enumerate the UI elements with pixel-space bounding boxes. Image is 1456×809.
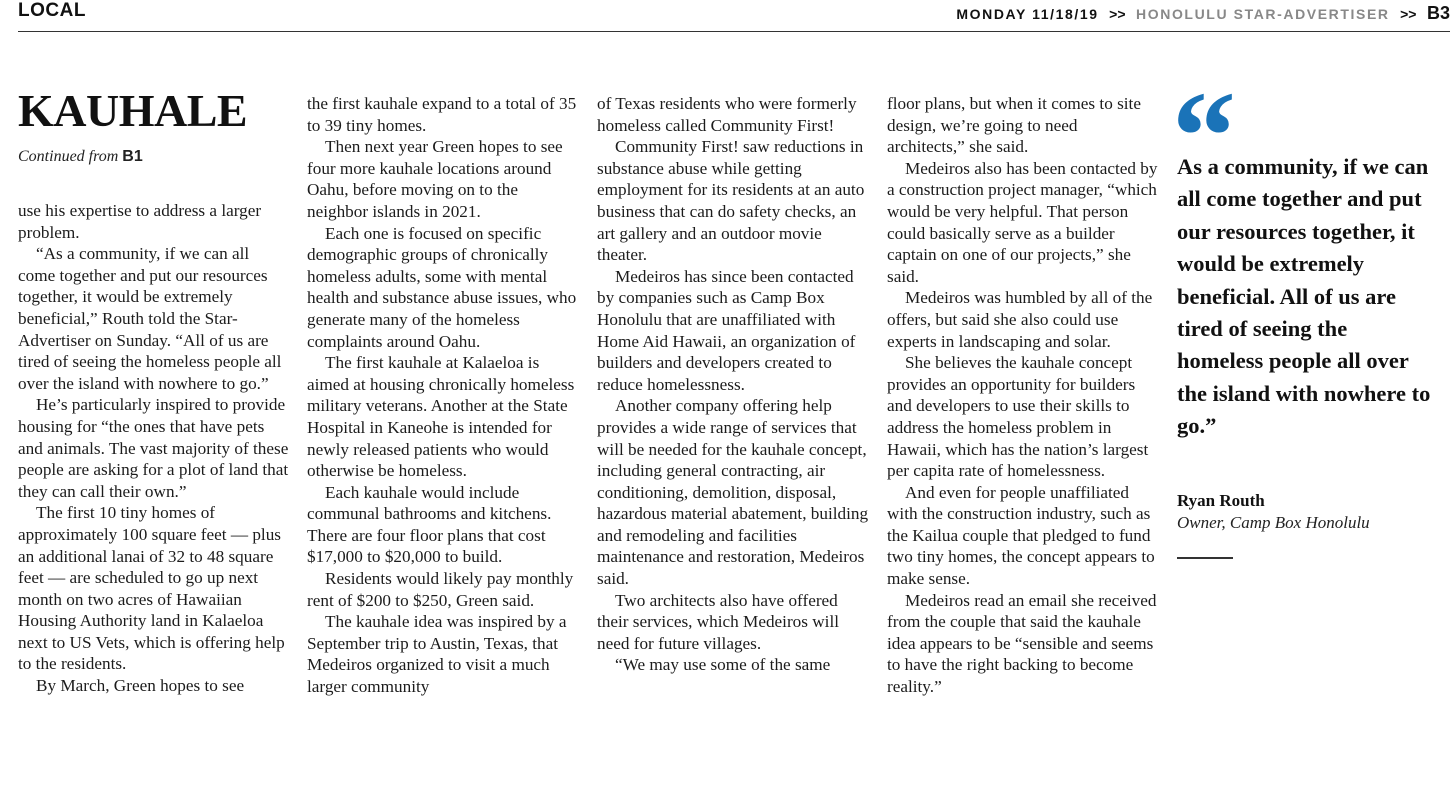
article-column-4 bbox=[887, 93, 1159, 698]
quote-mark-icon: “ bbox=[1172, 65, 1236, 207]
paragraph: the first kauhale expand to a total of 35 to 39 tiny homes. bbox=[307, 94, 577, 135]
jump-line bbox=[18, 148, 143, 166]
pull-quote: As a community, if we can all come together and put our resources together, it would be extremely beneficial. All of us are tired of seeing the homeless people all over the island with nowhere to go.” bbox=[1177, 154, 1431, 439]
paragraph: floor plans, but when it comes to site design, we’re going to need architects,” she said. bbox=[887, 94, 1141, 157]
divider bbox=[1177, 557, 1233, 559]
paragraph: “As a community, if we can all come together and put our resources together, it would be extremely beneficial,” Routh told the Star-Advertiser on Sunday. “All of us are tired of seeing the homeless people all over the island with nowhere to go.” bbox=[18, 244, 282, 393]
section-label: LOCAL bbox=[18, 0, 86, 21]
paragraph: Medeiros also has been contacted by a construction project manager, “which would be very helpful. That person could basically serve as a builder captain on one of our projects,” she said. bbox=[887, 158, 1158, 286]
page-number: B3 bbox=[1426, 3, 1450, 23]
paragraph: Each one is focused on specific demographic groups of chronically homeless adults, some with mental health and substance abuse issues, who generate many of the homeless complaints around Oahu. bbox=[307, 223, 577, 351]
page-runner bbox=[956, 3, 1450, 24]
article-column-1 bbox=[18, 200, 290, 697]
paragraph: By March, Green hopes to see bbox=[36, 676, 245, 696]
newspaper-name: HONOLULU STAR-ADVERTISER bbox=[1136, 6, 1390, 22]
paragraph: He’s particularly inspired to provide housing for “the ones that have pets and animals. The vast majority of these people are asking for a plot of land that they can call their own.” bbox=[18, 395, 289, 501]
paragraph: She believes the kauhale concept provides an opportunity for builders and developers to use their skills to address the homeless problem in Hawaii, which has the nation’s largest per capita rate of homelessness. bbox=[887, 353, 1149, 481]
quote-attribution-title: Owner, Camp Box Honolulu bbox=[1177, 513, 1370, 532]
jump-page: B1 bbox=[122, 148, 143, 165]
paragraph: And even for people unaffiliated with the construction industry, such as the Kailua couple that pledged to fund two tiny homes, the concept appears to make sense. bbox=[887, 482, 1155, 589]
paragraph: “We may use some of the same bbox=[615, 655, 831, 675]
paragraph: Each kauhale would include communal bathrooms and kitchens. There are four floor plans that cost $17,000 to $20,000 to build. bbox=[307, 482, 552, 567]
jump-text: Continued from bbox=[18, 148, 119, 165]
paragraph: Medeiros was humbled by all of the offers, but said she also could use experts in landscaping and solar. bbox=[887, 288, 1153, 351]
paragraph: Medeiros has since been contacted by companies such as Camp Box Honolulu that are unaffiliated with Home Aid Hawaii, an organization of builders and developers created to reduce homelessness. bbox=[597, 266, 856, 394]
paragraph: The first kauhale at Kalaeloa is aimed at housing chronically homeless military veterans. Another at the State Hospital in Kaneohe is intended for newly released patients who would otherwise be homeless. bbox=[307, 353, 575, 481]
paragraph: Another company offering help provides a wide range of services that will be needed for the kauhale concept, including general contracting, air conditioning, demolition, disposal, hazardous material abatement, building and remodeling and facilities maintenance and restoration, Medeiros said. bbox=[597, 396, 869, 589]
separator-arrows: >> bbox=[1109, 6, 1126, 22]
paragraph: Two architects also have offered their services, which Medeiros will need for future villages. bbox=[597, 590, 839, 653]
paragraph: The first 10 tiny homes of approximately 100 square feet — plus an additional lanai of 32 to 48 square feet — are scheduled to go up next month on two acres of Hawaiian Housing Authority land in Kalaeloa next to US Vets, which is offering help to the residents. bbox=[18, 503, 285, 674]
paragraph: of Texas residents who were formerly homeless called Community First! bbox=[597, 94, 857, 135]
article-column-3 bbox=[597, 93, 869, 676]
issue-date: MONDAY 11/18/19 bbox=[956, 6, 1099, 22]
paragraph: Medeiros read an email she received from the couple that said the kauhale idea appears to be “sensible and seems to have the right backing to become reality.” bbox=[887, 590, 1157, 697]
separator-arrows: >> bbox=[1400, 6, 1417, 22]
quote-attribution-name: Ryan Routh bbox=[1177, 491, 1265, 510]
article-column-2 bbox=[307, 93, 581, 698]
article-headline: KAUHALE bbox=[18, 85, 248, 136]
page-header bbox=[18, 0, 1450, 32]
paragraph: The kauhale idea was inspired by a September trip to Austin, Texas, that Medeiros organized to visit a much larger community bbox=[307, 612, 567, 697]
paragraph: Residents would likely pay monthly rent of $200 to $250, Green said. bbox=[307, 569, 574, 610]
paragraph: Then next year Green hopes to see four more kauhale locations around Oahu, before moving on to the neighbor islands in 2021. bbox=[307, 137, 563, 221]
paragraph: use his expertise to address a larger problem. bbox=[18, 201, 262, 242]
paragraph: Community First! saw reductions in substance abuse while getting employment for its residents at an auto business that can do safety checks, an art gallery and an outdoor movie theater. bbox=[597, 137, 865, 265]
